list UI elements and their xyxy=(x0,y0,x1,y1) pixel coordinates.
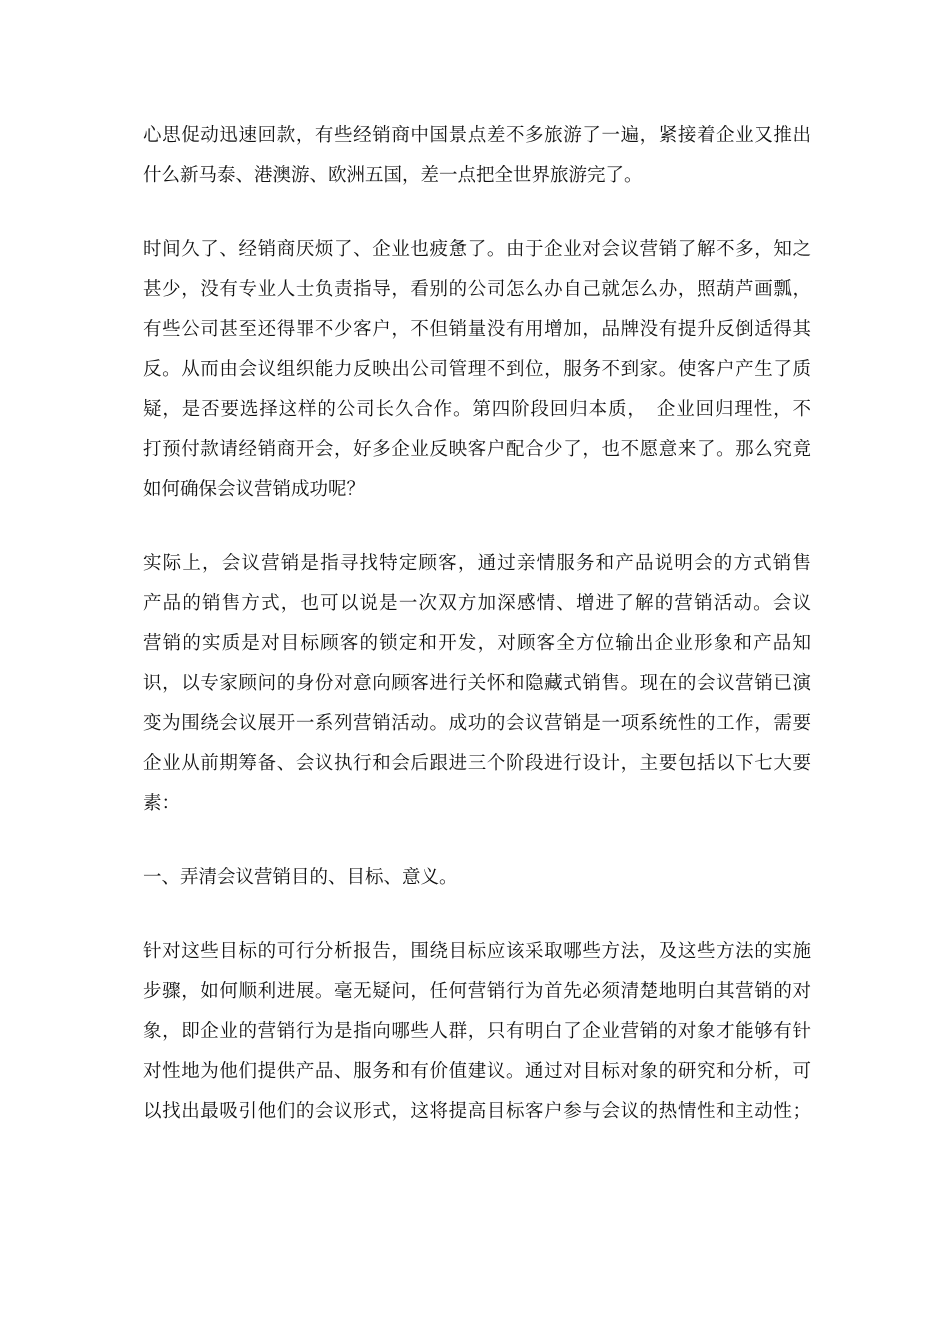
document-body xyxy=(143,116,811,1166)
text-line: 实际上，会议营销是指寻找特定顾客，通过亲情服务和产品说明会的方式销售 xyxy=(143,553,811,574)
text-line: 疑，是否要选择这样的公司长久合作。第四阶段回归本质， 企业回归理性，不 xyxy=(143,399,811,420)
text-line: 一、弄清会议营销目的、目标、意义。 xyxy=(143,867,458,888)
text-line: 步骤，如何顺利进展。毫无疑问，任何营销行为首先必须清楚地明白其营销的对 xyxy=(143,981,811,1002)
text-line: 企业从前期筹备、会议执行和会后跟进三个阶段进行设计，主要包括以下七大要 xyxy=(143,753,811,774)
text-line: 识，以专家顾问的身份对意向顾客进行关怀和隐藏式销售。现在的会议营销已演 xyxy=(143,673,811,694)
paragraph-2 xyxy=(143,230,811,510)
paragraph-1 xyxy=(143,116,811,196)
text-line: 素： xyxy=(143,793,181,814)
text-line: 心思促动迅速回款，有些经销商中国景点差不多旅游了一遍，紧接着企业又推出 xyxy=(143,125,811,146)
text-line: 产品的销售方式，也可以说是一次双方加深感情、增进了解的营销活动。会议 xyxy=(143,593,811,614)
text-line: 变为围绕会议展开一系列营销活动。成功的会议营销是一项系统性的工作，需要 xyxy=(143,713,811,734)
text-line: 营销的实质是对目标顾客的锁定和开发，对顾客全方位输出企业形象和产品知 xyxy=(143,633,811,654)
text-line: 时间久了、经销商厌烦了、企业也疲惫了。由于企业对会议营销了解不多，知之 xyxy=(143,239,811,260)
paragraph-3 xyxy=(143,544,811,824)
text-line: 反。从而由会议组织能力反映出公司管理不到位，服务不到家。使客户产生了质 xyxy=(143,359,811,380)
text-line: 什么新马泰、港澳游、欧洲五国，差一点把全世界旅游完了。 xyxy=(143,165,643,186)
paragraph-5 xyxy=(143,932,811,1132)
text-line: 象，即企业的营销行为是指向哪些人群，只有明白了企业营销的对象才能够有针 xyxy=(143,1021,811,1042)
text-line: 甚少，没有专业人士负责指导，看别的公司怎么办自己就怎么办，照葫芦画瓢， xyxy=(143,279,811,300)
text-line: 针对这些目标的可行分析报告，围绕目标应该采取哪些方法，及这些方法的实施 xyxy=(143,941,811,962)
text-line: 对性地为他们提供产品、服务和有价值建议。通过对目标对象的研究和分析，可 xyxy=(143,1061,811,1082)
section-heading xyxy=(143,858,811,898)
text-line: 以找出最吸引他们的会议形式，这将提高目标客户参与会议的热情性和主动性； xyxy=(143,1101,811,1122)
text-line: 有些公司甚至还得罪不少客户，不但销量没有用增加，品牌没有提升反倒适得其 xyxy=(143,319,811,340)
text-line: 打预付款请经销商开会，好多企业反映客户配合少了，也不愿意来了。那么究竟 xyxy=(143,439,811,460)
text-line: 如何确保会议营销成功呢？ xyxy=(143,479,366,500)
